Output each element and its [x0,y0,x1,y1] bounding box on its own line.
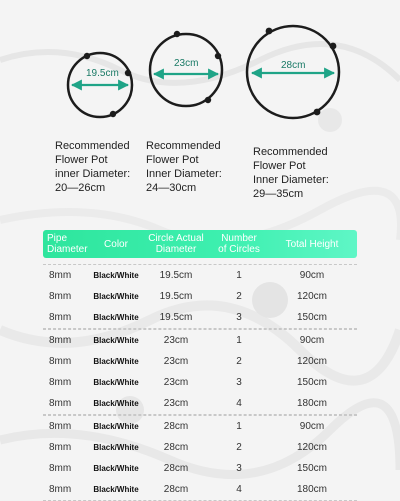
caption-line: Recommended [146,140,221,152]
caption-line: Flower Pot [55,154,108,166]
cell-number-of-circles: 3 [236,463,242,474]
cell-total-height: 90cm [299,335,325,346]
cell-total-height: 90cm [299,270,325,281]
cell-total-height: 120cm [296,356,327,367]
cell-color: Black/White [93,422,139,431]
ring-large [247,26,339,118]
cell-pipe-diameter: 8mm [49,270,72,281]
cell-circle-diameter: 23cm [163,335,189,346]
cell-circle-diameter: 23cm [163,356,189,367]
cell-total-height: 90cm [299,421,325,432]
cell-total-height: 150cm [296,312,327,323]
cell-number-of-circles: 2 [236,442,242,453]
cell-circle-diameter: 28cm [163,442,189,453]
table-row [43,265,357,286]
table-body [43,264,357,501]
cell-total-height: 150cm [296,377,327,388]
ring-sizes-illustration [0,0,400,210]
cell-number-of-circles: 2 [236,291,242,302]
cell-pipe-diameter: 8mm [49,484,72,495]
caption-line: Recommended [253,146,328,158]
cell-circle-diameter: 19.5cm [159,270,193,281]
header-pipe-diameter: Pipe Diameter [47,233,88,255]
table-group [43,329,357,415]
table-header [43,230,357,258]
table-row [43,393,357,414]
table-row [43,372,357,393]
ring-small [68,53,132,117]
cell-total-height: 150cm [296,463,327,474]
cell-circle-diameter: 28cm [163,484,189,495]
cell-color: Black/White [93,271,139,280]
table-row [43,458,357,479]
table-row [43,286,357,307]
caption-line: Inner Diameter: [253,174,329,186]
cell-pipe-diameter: 8mm [49,398,72,409]
table-group [43,415,357,501]
table-row [43,330,357,351]
table-group [43,264,357,329]
header-color: Color [104,238,128,250]
ring-small-caption [55,139,130,195]
caption-line: Recommended [55,140,130,152]
cell-total-height: 180cm [296,484,327,495]
cell-color: Black/White [93,399,139,408]
caption-line: Inner Diameter: [146,168,222,180]
caption-line: Flower Pot [146,154,199,166]
cell-circle-diameter: 19.5cm [159,291,193,302]
caption-line: Flower Pot [253,160,306,172]
caption-line: 24—30cm [146,182,197,194]
cell-color: Black/White [93,485,139,494]
spec-table [43,230,357,501]
table-row [43,479,357,500]
cell-color: Black/White [93,464,139,473]
ring-medium-caption [146,139,222,195]
cell-total-height: 120cm [296,291,327,302]
cell-total-height: 180cm [296,398,327,409]
cell-pipe-diameter: 8mm [49,335,72,346]
cell-color: Black/White [93,443,139,452]
caption-line: 29—35cm [253,188,304,200]
cell-color: Black/White [93,357,139,366]
cell-number-of-circles: 3 [236,312,242,323]
header-circle-diameter: Circle Actual Diameter [148,233,204,255]
header-number-of-circles: Number of Circles [218,233,260,255]
cell-pipe-diameter: 8mm [49,312,72,323]
ring-large-caption [253,145,329,201]
ring-large-diameter-label: 28cm [281,60,306,71]
cell-color: Black/White [93,378,139,387]
cell-color: Black/White [93,336,139,345]
cell-number-of-circles: 4 [236,484,242,495]
cell-circle-diameter: 28cm [163,421,189,432]
cell-pipe-diameter: 8mm [49,442,72,453]
caption-line: inner Diameter: [55,168,131,180]
cell-circle-diameter: 19.5cm [159,312,193,323]
cell-number-of-circles: 3 [236,377,242,388]
header-total-height: Total Height [285,238,339,250]
cell-pipe-diameter: 8mm [49,463,72,474]
cell-circle-diameter: 28cm [163,463,189,474]
table-row [43,437,357,458]
cell-circle-diameter: 23cm [163,377,189,388]
cell-total-height: 120cm [296,442,327,453]
ring-small-diameter-label: 19.5cm [86,68,119,79]
cell-pipe-diameter: 8mm [49,377,72,388]
cell-pipe-diameter: 8mm [49,291,72,302]
cell-number-of-circles: 2 [236,356,242,367]
cell-color: Black/White [93,313,139,322]
table-row [43,351,357,372]
cell-number-of-circles: 4 [236,398,242,409]
table-row [43,416,357,437]
table-row [43,307,357,328]
cell-pipe-diameter: 8mm [49,356,72,367]
caption-line: 20—26cm [55,182,106,194]
ring-medium-diameter-label: 23cm [174,58,199,69]
cell-color: Black/White [93,292,139,301]
cell-number-of-circles: 1 [236,335,242,346]
cell-number-of-circles: 1 [236,421,242,432]
cell-pipe-diameter: 8mm [49,421,72,432]
cell-number-of-circles: 1 [236,270,242,281]
cell-circle-diameter: 23cm [163,398,189,409]
